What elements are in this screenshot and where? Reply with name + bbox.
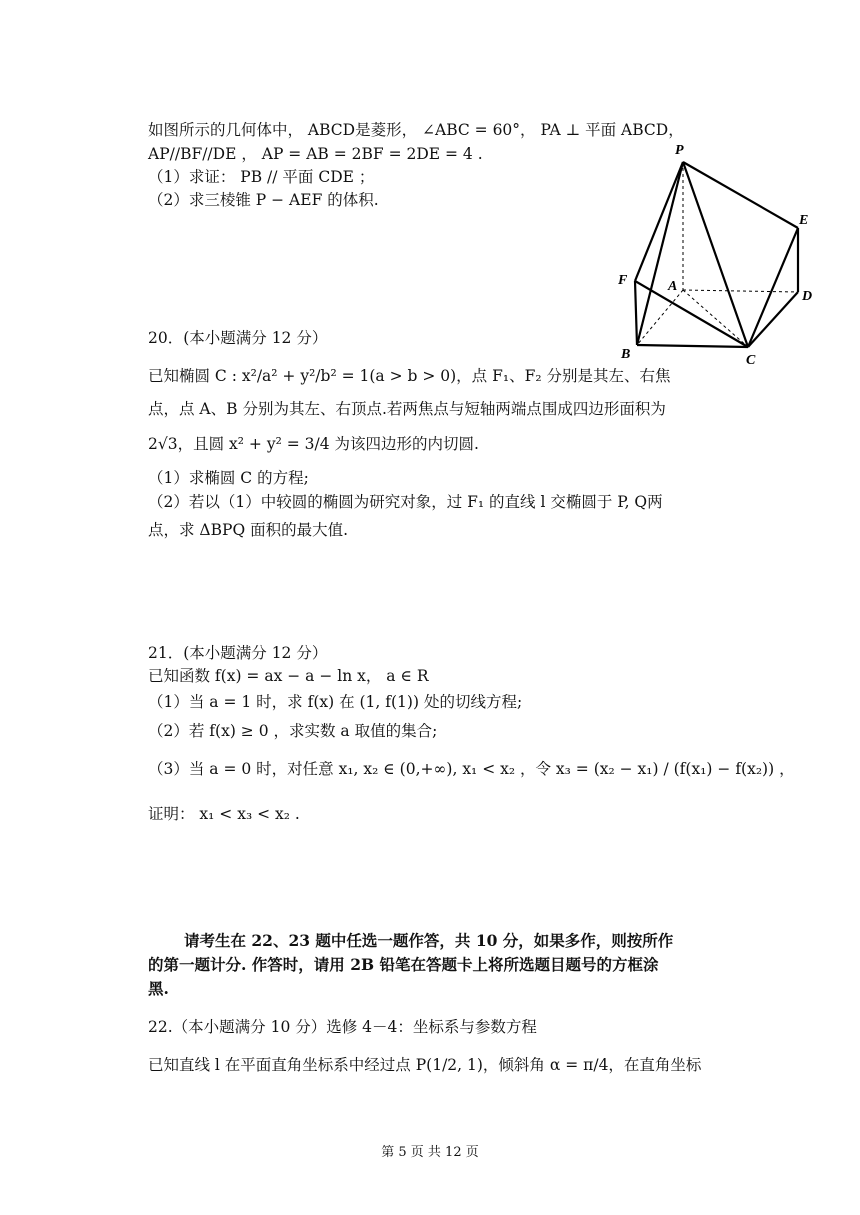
label-A: A <box>668 279 678 294</box>
q21-proof-line: 证明： x₁ < x₃ < x₂ . <box>148 805 300 823</box>
label-B: B <box>621 347 631 362</box>
q20-part-1: （1）求椭圆 C 的方程; <box>148 469 309 487</box>
q19-part-2: （2）求三棱锥 P − AEF 的体积. <box>148 191 379 209</box>
q19-line-2: AP//BF//DE ， AP = AB = 2BF = 2DE = 4 . <box>148 145 483 163</box>
q19-line-1: 如图所示的几何体中， ABCD是菱形， ∠ABC = 60°， PA ⊥ 平面 ABCD， <box>148 121 684 139</box>
q20-line-2: 点，点 A、B 分别为其左、右顶点.若两焦点与短轴两端点围成四边形面积为 <box>148 400 666 418</box>
instruction-line-2: 的第一题计分. 作答时，请用 2B 铅笔在答题卡上将所选题目题号的方框涂 <box>148 955 659 974</box>
q22-line-1: 已知直线 l 在平面直角坐标系中经过点 P(1/2, 1)，倾斜角 α = π/4，在直角坐标 <box>148 1056 702 1074</box>
edge-PE <box>683 162 798 228</box>
q19-part-1: （1）求证： PB // 平面 CDE ； <box>148 168 375 186</box>
q21-part-1: （1）当 a = 1 时，求 f(x) 在 (1, f(1)) 处的切线方程; <box>148 693 523 711</box>
edge-PC <box>683 162 748 347</box>
q21-line-1: 已知函数 f(x) = ax − a − ln x， a ∈ R <box>148 667 429 685</box>
geometry-figure <box>608 134 824 370</box>
edge-FB <box>635 281 637 345</box>
q22-heading: 22.（本小题满分 10 分）选修 4－4：坐标系与参数方程 <box>148 1018 537 1036</box>
q20-line-6: 点，求 ΔBPQ 面积的最大值. <box>148 521 349 539</box>
label-C: C <box>746 353 756 368</box>
q20-line-1: 已知椭圆 C : x²/a² + y²/b² = 1(a > b > 0)，点 F₁、F₂ 分别是其左、右焦 <box>148 367 671 385</box>
q20-part-2: （2）若以（1）中较圆的椭圆为研究对象，过 F₁ 的直线 l 交椭圆于 P, Q两 <box>148 493 663 511</box>
instruction-line-3: 黑. <box>148 979 169 998</box>
page-footer: 第 5 页 共 12 页 <box>381 1145 479 1160</box>
q21-heading: 21．(本小题满分 12 分） <box>148 644 328 662</box>
q20-line-3: 2√3，且圆 x² + y² = 3/4 为该四边形的内切圆. <box>148 435 479 453</box>
edge-CD <box>748 292 798 347</box>
edge-BC <box>637 345 748 347</box>
edge-PF <box>635 162 683 281</box>
label-E: E <box>799 213 809 228</box>
hidden-edge-AD <box>683 290 798 292</box>
label-P: P <box>675 143 684 158</box>
instruction-line-1: 请考生在 22、23 题中任选一题作答，共 10 分，如果多作，则按所作 <box>184 931 674 950</box>
label-D: D <box>802 289 813 304</box>
q21-part-2: （2）若 f(x) ≥ 0 ，求实数 a 取值的集合; <box>148 722 438 740</box>
label-F: F <box>618 273 628 288</box>
q20-heading: 20．(本小题满分 12 分） <box>148 329 328 347</box>
edge-CE <box>748 228 798 347</box>
edge-PB <box>637 162 683 345</box>
q21-part-3: （3）当 a = 0 时，对任意 x₁, x₂ ∈ (0,+∞), x₁ < x₂ ，令 x₃ = (x₂ − x₁) / (f(x₁) − f(x₂)) ， <box>148 760 795 778</box>
